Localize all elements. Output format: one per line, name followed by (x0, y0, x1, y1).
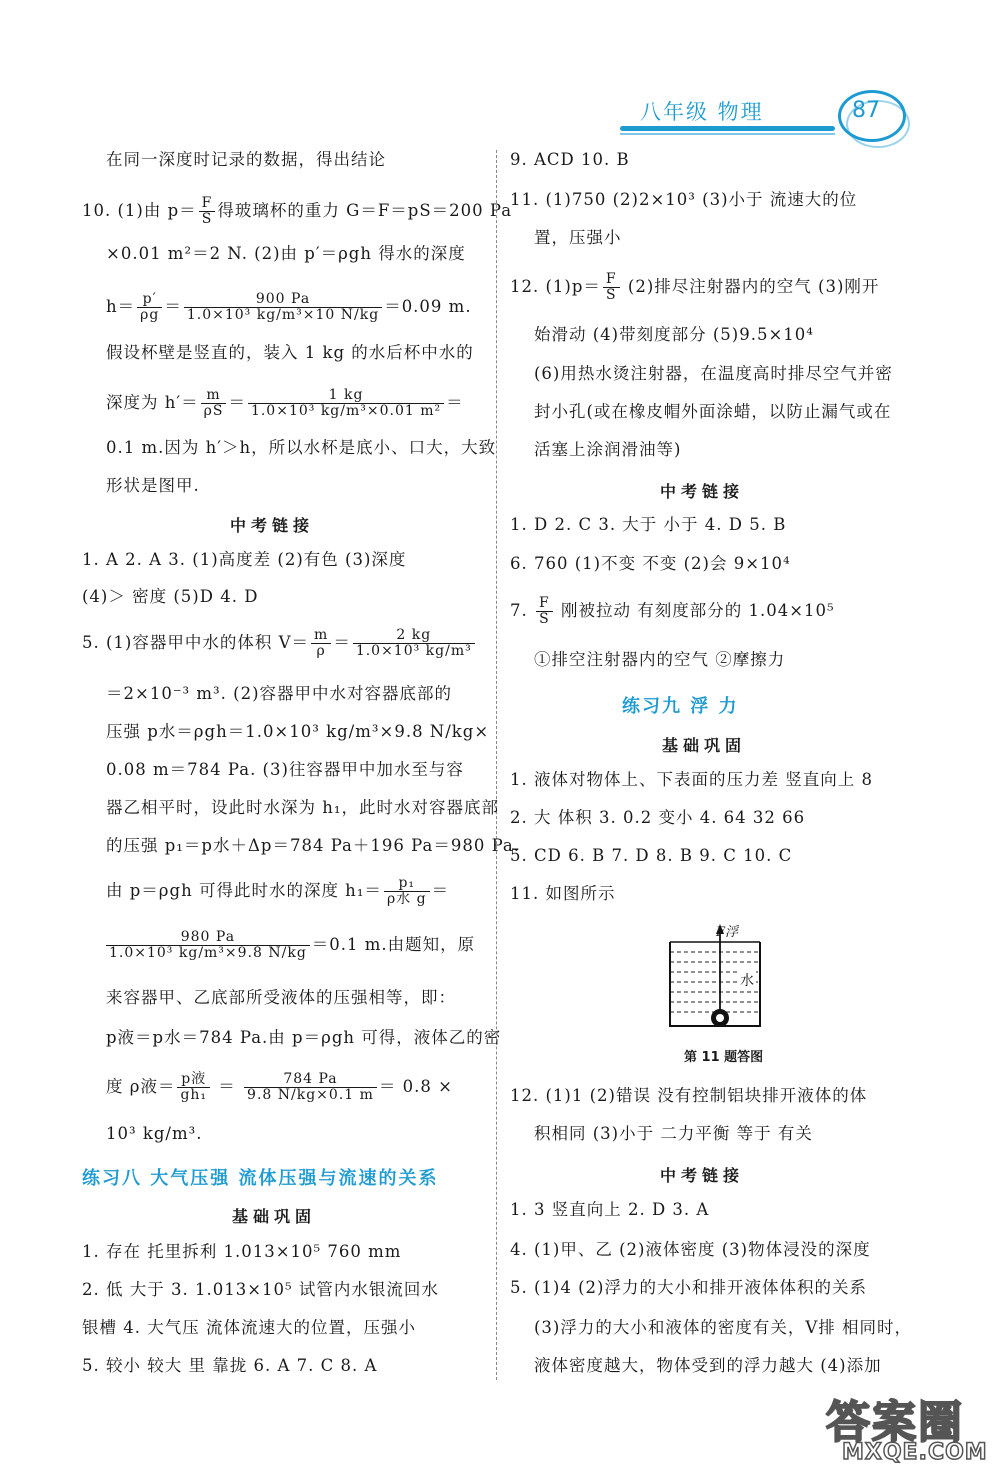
q5-line-l: 10³ kg/m³. (106, 1124, 203, 1143)
numerator: 980 Pa (106, 930, 310, 946)
q5-line-d: 0.08 m＝784 Pa. (3)往容器甲中加水至与容 (106, 760, 464, 779)
text-line: 银槽 4. 大气压 流体流速大的位置，压强小 (82, 1318, 416, 1337)
q10-line-a (82, 196, 512, 227)
q5-line-k: 度 ρ液＝ $\frac{\text{p液}}{\text{gh₁}}$ ＝ $\frac{784 Pa}{9.8 N/kg\times 0.1 m}$ ＝ 0.8 × (106, 1071, 453, 1103)
header-grade-subject: 八年级 物理 (640, 100, 764, 124)
text-line: 12. (1)1 (2)错误 没有控制铝块排开液体的体 (510, 1086, 868, 1105)
q5-line-a: 5. (1)容器甲中水的体积 V＝ $\frac{m}{\rho}$ ＝ $\frac{2 kg}{\text{1.0×10³ kg/m³}}$ (82, 628, 477, 659)
numerator: m (201, 388, 227, 404)
numerator: 784 Pa (244, 1072, 377, 1088)
section-title-9: 练习九 浮 力 (622, 696, 739, 717)
q10-line-g: 形状是图甲. (106, 476, 200, 495)
fraction (137, 292, 162, 323)
numerator: p₁ (384, 876, 430, 892)
fraction (384, 876, 430, 907)
text: 得玻璃杯的重力 G＝F＝pS＝200 Pa (217, 201, 513, 220)
q5-line-c: 压强 p水＝ρgh＝1.0×10³ kg/m³×9.8 N/kg× (106, 722, 490, 741)
text-line: 11. (1)750 (2)2×10³ (3)小于 流速大的位 (510, 190, 858, 209)
denominator: 1.0×10³ kg/m³×9.8 N/kg (109, 945, 307, 961)
watermark-logo: 答案圈 (826, 1397, 964, 1448)
section-heading: 中考链接 (660, 482, 745, 501)
text-line: 5. 较小 较大 里 靠拢 6. A 7. C 8. A (82, 1356, 378, 1375)
text-line: 2. 低 大于 3. 1.013×10⁵ 试管内水银流回水 (82, 1280, 439, 1299)
q5-line-j: p液＝p水＝784 Pa.由 p＝ρgh 可得，液体乙的密 (106, 1028, 502, 1047)
q10-line-f: 0.1 m.因为 h′＞h，所以水杯是底小、口大，大致 (106, 438, 497, 457)
text: 12. (1)p＝ (510, 277, 601, 296)
text-line: ①排空注射器内的空气 ②摩擦力 (534, 650, 786, 669)
numerator: p′ (137, 292, 162, 308)
text-line: 11. 如图所示 (510, 884, 616, 903)
q10-line-c (106, 292, 472, 323)
text-line: 在同一深度时记录的数据，得出结论 (106, 150, 386, 169)
fraction (603, 272, 620, 303)
text-line (510, 272, 879, 303)
text-line: 液体密度越大，物体受到的浮力越大 (4)添加 (534, 1356, 882, 1375)
fraction (536, 596, 553, 627)
denominator: ρ水 g (386, 891, 427, 907)
numerator: F (536, 596, 553, 612)
text-line: 始滑动 (4)带刻度部分 (5)9.5×10⁴ (534, 325, 814, 344)
numerator: 2 kg (353, 628, 475, 644)
q10-line-e (106, 388, 464, 419)
numerator: F (199, 196, 216, 212)
text: 10. (1)由 p＝ (82, 201, 197, 220)
fraction (201, 388, 227, 419)
text-line: 封小孔(或在橡皮帽外面涂蜡，以防止漏气或在 (534, 402, 892, 421)
fraction (244, 1072, 377, 1103)
section-heading: 基础巩固 (232, 1207, 317, 1226)
text-line: 5. (1)4 (2)浮力的大小和排开液体体积的关系 (510, 1278, 867, 1297)
numerator: 1 kg (248, 388, 444, 404)
text: h＝ (106, 297, 136, 316)
text-line: (3)浮力的大小和液体的密度有关，V排 相同时， (534, 1318, 913, 1337)
denominator: 1.0×10³ kg/m³×0.01 m² (250, 403, 442, 419)
ball-highlight (716, 1014, 724, 1022)
denominator: 1.0×10³ kg/m³×10 N/kg (186, 307, 380, 323)
q10-line-b: ×0.01 m²＝2 N. (2)由 p′＝ρgh 得水的深度 (106, 244, 466, 263)
fraction (353, 628, 475, 659)
denominator: ρ (316, 643, 326, 659)
text: ＝0.09 m. (384, 297, 472, 316)
text-line: 5. CD 6. B 7. D 8. B 9. C 10. C (510, 846, 793, 865)
text: 深度为 h′＝ (106, 393, 199, 412)
q5-line-f: 的压强 p₁＝p水＋Δp＝784 Pa＋196 Pa＝980 Pa. (106, 836, 521, 855)
q5-line-e: 器乙相平时，设此时水深为 h₁，此时水对容器底部 (106, 798, 499, 817)
denominator: 1.0×10³ kg/m³ (355, 643, 472, 659)
page-number: 87 (852, 98, 880, 123)
text: ＝ (228, 393, 246, 412)
numerator: m (311, 628, 331, 644)
header-rule (620, 126, 835, 131)
q5-line-i: 来容器甲、乙底部所受液体的压强相等，即： (106, 988, 456, 1007)
force-label: F浮 (716, 925, 739, 940)
fraction (248, 388, 444, 419)
denominator: S (605, 287, 617, 303)
text-line: 活塞上涂润滑油等) (534, 440, 682, 459)
text-line: 1. A 2. A 3. (1)高度差 (2)有色 (3)深度 (82, 550, 407, 569)
numerator: p液 (177, 1072, 210, 1088)
text: (2)排尽注射器内的空气 (3)刚开 (621, 277, 880, 296)
text: ＝ (431, 881, 450, 900)
denominator: 9.8 N/kg×0.1 m (247, 1087, 374, 1103)
text-line: 9. ACD 10. B (510, 150, 630, 169)
text-line: 1. 3 竖直向上 2. D 3. A (510, 1200, 710, 1219)
denominator: S (201, 211, 213, 227)
fraction (106, 930, 310, 961)
section-heading: 中考链接 (660, 1166, 745, 1185)
q5-line-h (104, 930, 475, 961)
fraction (184, 292, 382, 323)
denominator: ρS (203, 403, 224, 419)
text-line: (4)＞ 密度 (5)D 4. D (82, 587, 259, 606)
fraction (311, 628, 331, 659)
figure-caption: 第 11 题答图 (684, 1050, 764, 1065)
text-line: 6. 760 (1)不变 不变 (2)会 9×10⁴ (510, 554, 791, 573)
text-line: 2. 大 体积 3. 0.2 变小 4. 64 32 66 (510, 808, 806, 827)
header-rule-thin (620, 133, 835, 135)
watermark-url: MXQE.COM (842, 1440, 988, 1465)
numerator: 900 Pa (184, 292, 382, 308)
text: 7. (510, 601, 534, 620)
text-line: 1. 液体对物体上、下表面的压力差 竖直向上 8 (510, 770, 873, 789)
q5-line-b: ＝2×10⁻³ m³. (2)容器甲中水对容器底部的 (106, 684, 453, 703)
denominator: ρg (140, 307, 160, 323)
text-line: 1. 存在 托里拆利 1.013×10⁵ 760 mm (82, 1242, 402, 1261)
text: ＝ 0.8 × (378, 1077, 453, 1096)
section-heading: 中考链接 (230, 516, 315, 535)
text-line: 置，压强小 (534, 228, 622, 247)
numerator: F (603, 272, 620, 288)
denominator: S (539, 611, 550, 627)
text: 刚被拉动 有刻度部分的 1.04×10⁵ (554, 601, 835, 620)
text: ＝0.1 m.由题知，原 (311, 935, 476, 954)
section-title-8: 练习八 大气压强 流体压强与流速的关系 (82, 1168, 439, 1189)
q5-line-g (106, 876, 449, 907)
text: 5. (1)容器甲中水的体积 V＝ (82, 633, 310, 652)
text: 度 ρ液＝ (106, 1077, 176, 1096)
text-line: (6)用热水烫注射器，在温度高时排尽空气并密 (534, 364, 893, 383)
denominator: gh₁ (180, 1087, 208, 1103)
text: 由 p＝ρgh 可得此时水的深度 h₁＝ (106, 881, 382, 900)
fraction (199, 196, 216, 227)
text: ＝ (164, 297, 182, 316)
text-line: 1. D 2. C 3. 大于 小于 4. D 5. B (510, 515, 787, 534)
q10-line-d: 假设杯壁是竖直的，装入 1 kg 的水后杯中水的 (106, 343, 474, 362)
fraction (177, 1072, 210, 1103)
text: ＝ (446, 393, 464, 412)
column-divider (496, 150, 498, 1380)
water-label: 水 (738, 970, 756, 990)
text-line (510, 596, 835, 627)
section-heading: 基础巩固 (662, 736, 747, 755)
text-line: 4. (1)甲、乙 (2)液体密度 (3)物体浸没的深度 (510, 1240, 871, 1259)
text-line: 积相同 (3)小于 二力平衡 等于 有关 (534, 1124, 813, 1143)
